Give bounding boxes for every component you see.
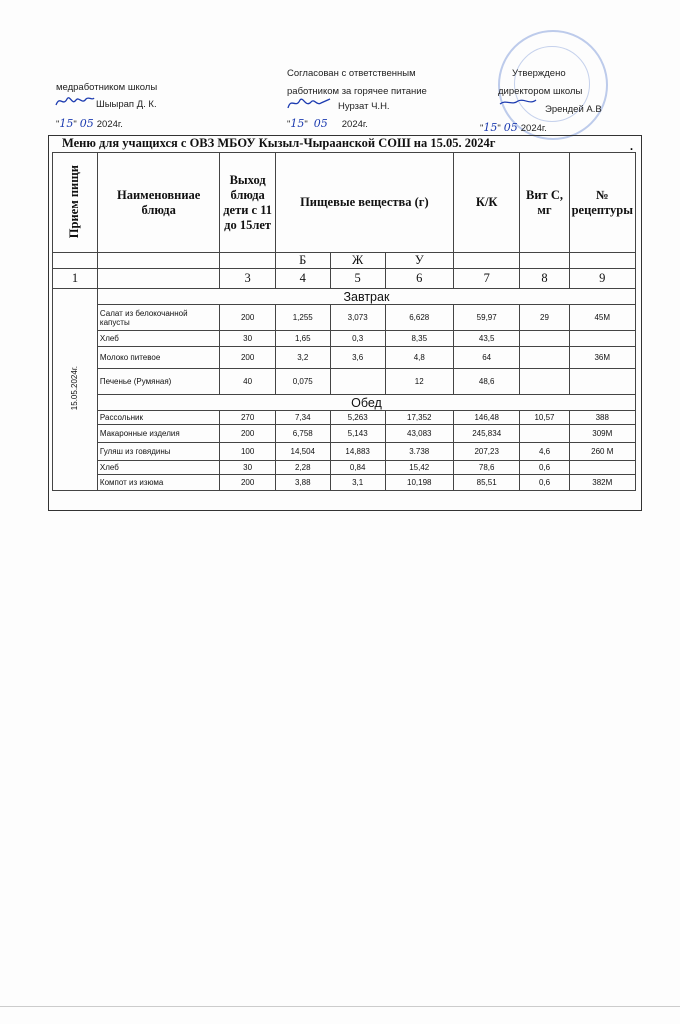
dish-kcal: 59,97 bbox=[453, 305, 520, 331]
dish-yield: 200 bbox=[220, 475, 275, 491]
table-row bbox=[53, 369, 636, 395]
dish-vitc bbox=[520, 331, 569, 347]
dish-name: Хлеб bbox=[97, 461, 220, 475]
dish-kcal: 146,48 bbox=[453, 411, 520, 425]
table-row bbox=[53, 425, 636, 443]
dish-yield: 200 bbox=[220, 425, 275, 443]
left-date-month: 05 bbox=[79, 117, 94, 130]
sub-b: Б bbox=[275, 253, 330, 269]
dish-yield: 30 bbox=[220, 461, 275, 475]
dish-name: Хлеб bbox=[97, 331, 220, 347]
dish-b: 0,075 bbox=[275, 369, 330, 395]
dish-name: Молоко питевое bbox=[97, 347, 220, 369]
dish-kcal: 64 bbox=[453, 347, 520, 369]
colnum-row bbox=[53, 269, 636, 289]
dish-zh: 0,3 bbox=[330, 331, 385, 347]
center-date-month: 05 bbox=[313, 117, 328, 130]
dish-u: 4,8 bbox=[385, 347, 453, 369]
dish-u: 17,352 bbox=[385, 411, 453, 425]
dish-yield: 30 bbox=[220, 331, 275, 347]
left-signature bbox=[54, 93, 96, 112]
right-date-year: 2024г. bbox=[520, 123, 547, 134]
dish-kcal: 85,51 bbox=[453, 475, 520, 491]
menu-table bbox=[52, 152, 636, 491]
table-row bbox=[53, 475, 636, 491]
dish-name: Гуляш из говядины bbox=[97, 443, 220, 461]
colnum-6: 6 bbox=[385, 269, 453, 289]
center-approver-line1: Согласован с ответственным bbox=[287, 68, 416, 79]
dish-name: Рассольник bbox=[97, 411, 220, 425]
col-dish: Наименовниае блюда bbox=[97, 153, 220, 253]
dish-name: Компот из изюма bbox=[97, 475, 220, 491]
col-kcal: К/К bbox=[453, 153, 520, 253]
dish-yield: 40 bbox=[220, 369, 275, 395]
dish-u: 12 bbox=[385, 369, 453, 395]
table-row bbox=[53, 331, 636, 347]
dish-vitc bbox=[520, 369, 569, 395]
date-cell bbox=[53, 289, 98, 491]
dish-zh: 0,84 bbox=[330, 461, 385, 475]
colnum-4: 4 bbox=[275, 269, 330, 289]
right-date-month: 05 bbox=[503, 121, 518, 134]
sub-empty-6 bbox=[569, 253, 635, 269]
dish-vitc bbox=[520, 425, 569, 443]
colnum-9: 9 bbox=[569, 269, 635, 289]
dish-kcal: 78,6 bbox=[453, 461, 520, 475]
sub-u: У bbox=[385, 253, 453, 269]
dish-b: 3,2 bbox=[275, 347, 330, 369]
dish-vitc bbox=[520, 347, 569, 369]
dish-recipe: 382М bbox=[569, 475, 635, 491]
dish-zh: 3,1 bbox=[330, 475, 385, 491]
page-bottom-line bbox=[0, 1006, 680, 1007]
date-vertical: 15.05.2024г. bbox=[70, 366, 80, 411]
dish-recipe: 45М bbox=[569, 305, 635, 331]
dish-kcal: 207,23 bbox=[453, 443, 520, 461]
dish-vitc: 4,6 bbox=[520, 443, 569, 461]
dish-b: 14,504 bbox=[275, 443, 330, 461]
right-approver-name: Эрендей А.В bbox=[545, 104, 602, 115]
dish-recipe: 36М bbox=[569, 347, 635, 369]
left-date: "15" 05 2024г. bbox=[56, 117, 123, 130]
dish-zh: 14,883 bbox=[330, 443, 385, 461]
breakfast-section-row bbox=[53, 289, 636, 305]
dish-yield: 270 bbox=[220, 411, 275, 425]
sub-empty-5 bbox=[520, 253, 569, 269]
colnum-5: 5 bbox=[330, 269, 385, 289]
dish-vitc: 29 bbox=[520, 305, 569, 331]
dish-yield: 100 bbox=[220, 443, 275, 461]
dish-b: 2,28 bbox=[275, 461, 330, 475]
dish-b: 1,65 bbox=[275, 331, 330, 347]
right-signature bbox=[498, 96, 538, 111]
table-row bbox=[53, 411, 636, 425]
lunch-heading: Обед bbox=[97, 395, 635, 411]
subheader-row bbox=[53, 253, 636, 269]
left-date-year: 2024г. bbox=[96, 119, 123, 130]
dish-u: 10,198 bbox=[385, 475, 453, 491]
colnum-3: 3 bbox=[220, 269, 275, 289]
dish-kcal: 245,834 bbox=[453, 425, 520, 443]
table-row bbox=[53, 443, 636, 461]
sub-zh: Ж bbox=[330, 253, 385, 269]
sub-empty-1 bbox=[53, 253, 98, 269]
colnum-8: 8 bbox=[520, 269, 569, 289]
dish-name: Печенье (Румяная) bbox=[97, 369, 220, 395]
right-approver-line1: Утверждено bbox=[512, 68, 566, 79]
dish-zh: 5,263 bbox=[330, 411, 385, 425]
dish-zh: 5,143 bbox=[330, 425, 385, 443]
left-date-day: 15 bbox=[59, 117, 74, 130]
dish-name: Макаронные изделия bbox=[97, 425, 220, 443]
dish-recipe: 388 bbox=[569, 411, 635, 425]
dish-recipe: 260 М bbox=[569, 443, 635, 461]
dish-kcal: 48,6 bbox=[453, 369, 520, 395]
dish-kcal: 43,5 bbox=[453, 331, 520, 347]
dish-b: 1,255 bbox=[275, 305, 330, 331]
dish-yield: 200 bbox=[220, 347, 275, 369]
dish-recipe bbox=[569, 369, 635, 395]
dish-b: 6,758 bbox=[275, 425, 330, 443]
dish-zh: 3,073 bbox=[330, 305, 385, 331]
dish-u: 15,42 bbox=[385, 461, 453, 475]
table-row bbox=[53, 461, 636, 475]
dish-u: 43,083 bbox=[385, 425, 453, 443]
dish-u: 3.738 bbox=[385, 443, 453, 461]
colnum-empty bbox=[97, 269, 220, 289]
lunch-section-row bbox=[53, 395, 636, 411]
dish-yield: 200 bbox=[220, 305, 275, 331]
dish-vitc: 0,6 bbox=[520, 475, 569, 491]
dish-zh: 3,6 bbox=[330, 347, 385, 369]
center-date-day: 15 bbox=[290, 117, 305, 130]
menu-title: Меню для учащихся с ОВЗ МБОУ Кызыл-Чыраанской СОШ на 15.05. 2024г bbox=[62, 136, 496, 150]
dish-zh bbox=[330, 369, 385, 395]
right-date-day: 15 bbox=[483, 121, 498, 134]
colnum-7: 7 bbox=[453, 269, 520, 289]
dish-vitc: 0,6 bbox=[520, 461, 569, 475]
dish-recipe: 309М bbox=[569, 425, 635, 443]
header-row bbox=[53, 153, 636, 253]
sub-empty-4 bbox=[453, 253, 520, 269]
dish-b: 7,34 bbox=[275, 411, 330, 425]
dish-u: 6,628 bbox=[385, 305, 453, 331]
col-meal bbox=[53, 153, 98, 253]
dish-b: 3,88 bbox=[275, 475, 330, 491]
center-approver-line2: работником за горячее питание bbox=[287, 86, 427, 97]
table-row bbox=[53, 347, 636, 369]
sub-empty-3 bbox=[220, 253, 275, 269]
col-yield: Выход блюда дети с 11 до 15лет bbox=[220, 153, 275, 253]
table-row bbox=[53, 305, 636, 331]
col-recipe: № рецептуры bbox=[569, 153, 635, 253]
colnum-1: 1 bbox=[53, 269, 98, 289]
right-date: "15" 05 2024г. bbox=[480, 121, 547, 134]
breakfast-heading: Завтрак bbox=[97, 289, 635, 305]
center-signature bbox=[286, 94, 332, 115]
col-vitc: Вит С, мг bbox=[520, 153, 569, 253]
dish-recipe bbox=[569, 331, 635, 347]
right-approver-line2: директором школы bbox=[498, 86, 583, 97]
center-date-year: 2024г. bbox=[341, 119, 368, 130]
col-meal-label: Прием пищи bbox=[67, 164, 82, 239]
left-approver-name: Шыырап Д. К. bbox=[96, 99, 157, 110]
col-nutrients: Пищевые вещества (г) bbox=[275, 153, 453, 253]
title-dot: . bbox=[630, 139, 633, 153]
dish-u: 8,35 bbox=[385, 331, 453, 347]
center-approver-name: Нурзат Ч.Н. bbox=[338, 101, 390, 112]
center-date: "15" 05 2024г. bbox=[287, 117, 368, 130]
left-approver-role: медработником школы bbox=[56, 82, 158, 93]
dish-vitc: 10,57 bbox=[520, 411, 569, 425]
sub-empty-2 bbox=[97, 253, 220, 269]
dish-recipe bbox=[569, 461, 635, 475]
dish-name: Салат из белокочанной капусты bbox=[97, 305, 220, 331]
